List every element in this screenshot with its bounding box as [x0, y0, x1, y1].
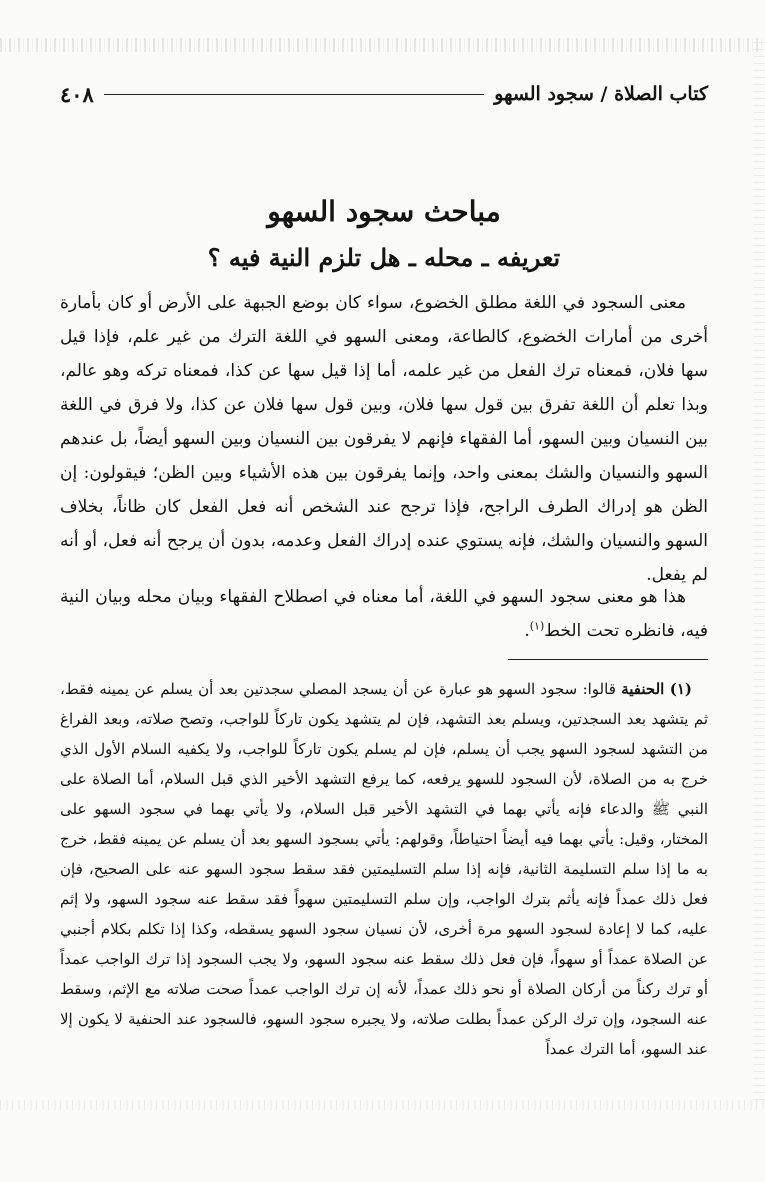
running-header [60, 78, 708, 110]
footnote-separator [508, 659, 708, 660]
footnote-text: قالوا: سجود السهو هو عبارة عن أن يسجد المصلي سجدتين بعد أن يسلم عن يمينه فقط، ثم يتشهد بعد السجدتين، ويسلم بعد التشهد، فإن لم يتشهد يكون تاركاً للواجب، وتصح صلاته، وبعد الفراغ من التشهد لسجود السهو يجب أن يسلم، فإن لم يسلم يكون تاركاً للواجب، ولا يكفيه السلام الأول الذي خرج به من الصلاة، لأن السجود للسهو يرفعه، كما يرفع التشهد الأخير الذي قبل السلام، أما الصلاة على النبي ﷺ والدعاء فإنه يأتي بهما في التشهد الأخير قبل السلام، ولا يأتي بهما في سجود السهو على المختار، وقيل: يأتي بهما فيه أيضاً احتياطاً، وقولهم: يأتي بسجود السهو بعد أن يسلم عن يمينه فقط، خرج به ما إذا سلم التسليمة الثانية، فإنه إذا سلم التسليمتين فقد سقط سجود السهو عنه على الصحيح، فإن فعل ذلك عمداً فإنه يأثم بترك الواجب، وإن سلم التسليمتين سهواً فقد سقط عنه سجود السهو، ولا إثم عليه، كما لا إعادة لسجود السهو مرة أخرى، لأن نسيان سجود السهو يسقطه، وكذا إذا تكلم بكلام أجنبي عن الصلاة عمداً أو سهواً، فإن فعل ذلك سقط عنه سجود السهو، ولا يجب السجود إذا ترك الواجب عمداً أو ترك ركناً من أركان الصلاة أو نحو ذلك عمداً، لأنه إن ترك الواجب عمداً صحت صلاته مع الإثم، وسقط عنه السجود، وإن ترك الركن عمداً بطلت صلاته، ولا يجبره سجود السهو، فالسجود عند الحنفية لا يكون إلا عند السهو، أما الترك عمداً [60, 680, 708, 1058]
chapter-subtitle: تعريفه ـ محله ـ هل تلزم النية فيه ؟ [207, 243, 561, 272]
main-text [60, 286, 708, 592]
scan-noise-bottom [0, 1100, 765, 1110]
running-title: كتاب الصلاة / سجود السهو [494, 83, 708, 105]
reference-paragraph: هذا هو معنى سجود السهو في اللغة، أما معناه في اصطلاح الفقهاء وبيان محله وبيان النية فيه، فانظره تحت الخط$^{(١)}$. [60, 587, 708, 641]
chapter-title: مباحث سجود السهو [267, 195, 501, 228]
scan-noise-right [753, 40, 765, 1100]
footnote-number: (١) [669, 680, 692, 698]
footnote-1 [60, 674, 708, 1064]
paragraph-definition: معنى السجود في اللغة مطلق الخضوع، سواء كان بوضع الجبهة على الأرض أو كان بأمارة أخرى من أمارات الخضوع، كالطاعة، ومعنى السهو في اللغة الترك من غير علم، فإذا قيل سها فلان، فمعناه ترك الفعل من غير علمه، أما إذا قيل سها عن كذا، فمعناه تركه وهو عالم، وبذا تعلم أن اللغة تفرق بين قول سها فلان، وبين قول سها فلان عن كذا، ولا فرق في اللغة بين النسيان وبين السهو، أما الفقهاء فإنهم لا يفرقون بين النسيان وبين السهو أيضاً، بل عندهم السهو والنسيان والشك بمعنى واحد، وإنما يفرقون بين هذه الأشياء وبين الظن؛ فيقولون: إن الظن هو إدراك الطرف الراجح، فإذا ترجح عند الشخص أنه فعل الفعل كان ظاناً، بخلاف السهو والنسيان والشك، فإنه يستوي عنده إدراك الفعل وعدمه، بدون أن يرجح أنه فعل، أو أنه لم يفعل. [60, 293, 708, 585]
page-number: ٤٠٨ [60, 81, 94, 107]
header-rule [104, 94, 484, 95]
footnote-label: الحنفية [621, 680, 665, 698]
scan-noise-top [0, 38, 765, 52]
paragraph-reference-text: هذا هو معنى سجود السهو في اللغة، أما معناه في اصطلاح الفقهاء وبيان محله وبيان النية فيه، فانظره تحت الخط [60, 587, 708, 641]
footnote-marker[interactable]: (١) [529, 619, 545, 633]
